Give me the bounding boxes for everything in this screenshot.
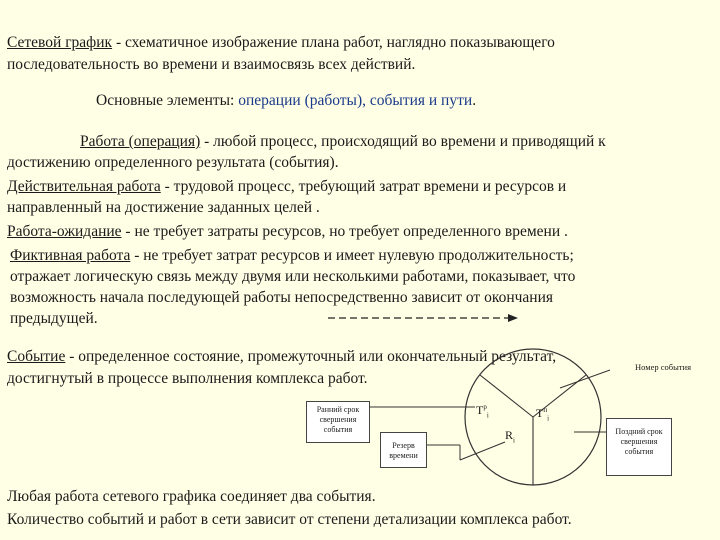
- wait-work-line1: Работа-ожидание - не требует затраты ресурсов, но требует определенного времени .: [7, 223, 568, 240]
- reserve-leader-diag: [460, 442, 505, 460]
- work-term: Работа (операция): [80, 133, 201, 150]
- real-work-line2: направленный на достижение заданных целей .: [7, 199, 320, 216]
- reserve-symbol: $R_i$: [505, 428, 515, 445]
- fictive-work-term: Фиктивная работа: [10, 247, 131, 264]
- fictive-work-line2: отражает логическую связь между двумя или несколькими работами, показывает, что: [10, 268, 576, 285]
- early-term-label: Ранний срок свершения события: [316, 405, 360, 434]
- event-number-label: Номер события: [635, 362, 691, 372]
- footer-line2: Количество событий и работ в сети зависит от степени детализации комплекса работ.: [7, 511, 572, 528]
- network-graph-definition-line2: последовательность во времени и взаимосвязь всех действий.: [7, 56, 416, 73]
- work-definition-line1: Работа (операция) - любой процесс, происходящий во времени и приводящий к: [80, 133, 606, 150]
- real-work-term: Действительная работа: [7, 178, 161, 195]
- event-definition-line2: достигнутый в процессе выполнения комплекса работ.: [7, 370, 368, 387]
- late-term-box: [606, 418, 672, 476]
- late-term-symbol: $Т^п_i$: [536, 406, 550, 423]
- late-term-label: Поздний срок свершения события: [615, 427, 663, 456]
- network-graph-definition-line1: Сетевой график - схематичное изображение плана работ, наглядно показывающего: [7, 34, 555, 51]
- footer-line1: Любая работа сетевого графика соединяет два события.: [7, 488, 376, 505]
- early-term-symbol: $Т^р_i$: [476, 403, 489, 420]
- real-work-line1: Действительная работа - трудовой процесс, требующий затрат времени и ресурсов и: [7, 178, 567, 195]
- fictive-work-line3: возможность начала последующей работы непосредственно зависит от окончания: [10, 289, 554, 306]
- work-definition-line2: достижению определенного результата (события).: [7, 154, 339, 171]
- network-graph-term: Сетевой график: [7, 34, 113, 51]
- early-term-box: [306, 401, 370, 443]
- basic-elements-list: операции (работы), события и пути: [238, 92, 473, 109]
- basic-elements-line: Основные элементы: операции (работы), события и пути.: [96, 92, 477, 109]
- event-term: Событие: [7, 348, 66, 365]
- reserve-label: Резерв времени: [389, 441, 418, 460]
- reserve-box: [380, 432, 427, 468]
- wait-work-term: Работа-ожидание: [7, 223, 122, 240]
- fictive-work-line4: предыдущей.: [10, 310, 98, 327]
- fictive-work-arrowhead: [508, 314, 518, 322]
- event-definition-line1: Событие - определенное состояние, промежуточный или окончательный результат,: [7, 348, 557, 365]
- fictive-work-line1: Фиктивная работа - не требует затрат ресурсов и имеет нулевую продолжительность;: [10, 247, 574, 264]
